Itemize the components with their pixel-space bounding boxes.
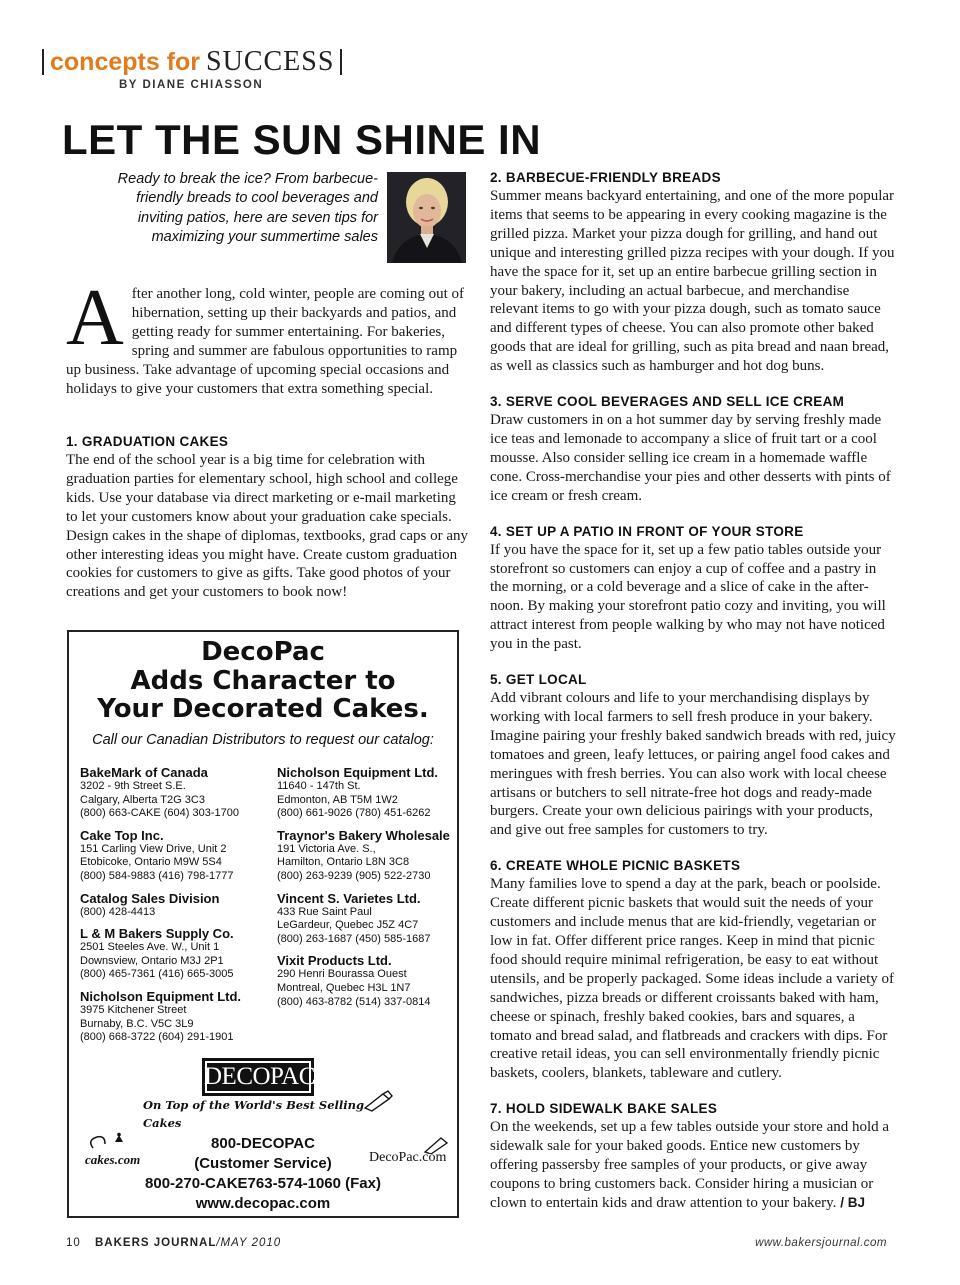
section-heading: 6. CREATE WHOLE PICNIC BASKETS bbox=[490, 858, 741, 874]
contact-website: www.decopac.com bbox=[195, 1195, 331, 1212]
intro-text: fter another long, cold winter, people are coming out of hibernation, setting up their backyards and patios, and getting ready for summer entertaining. For bakeries, spring and summer are fabulous opportunities to ramp up business. Take advantage of upcoming special occasions and holidays to give your customers that extra something special. bbox=[66, 286, 464, 397]
distributor-entry bbox=[80, 989, 270, 1045]
distributor-phone: (800) 465-7361 (416) 665-3005 bbox=[80, 968, 234, 981]
ad-tagline: On Top of the World's Best Selling Cakes bbox=[143, 1098, 365, 1130]
ad-title-line: Adds Character to bbox=[130, 665, 396, 696]
distributor-line: 11640 - 147th St. bbox=[277, 780, 361, 792]
distributor-name: BakeMark of Canada bbox=[80, 765, 208, 780]
distributor-line: 151 Carling View Drive, Unit 2 bbox=[80, 842, 227, 855]
contact-phone: 800-DECOPAC bbox=[211, 1135, 315, 1152]
section-body: The end of the school year is a big time for celebration with graduation parties for elementary school, high school and college kids. Use your database via direct marketing or e-mail marketing to let your customers know about your graduation cake specials. Design cakes in the shape of diplomas, textbooks, grad caps or any other interesting ideas you might have. Create custom graduation cookies for customers to give as gifts. Take good photos of your creations and get your customers to book now! bbox=[66, 452, 468, 601]
article-deck: Ready to break the ice? From barbecue-friendly breads to cool beverages and inviting patios, here are seven tips for maximizing your summertime sales bbox=[117, 171, 378, 245]
distributor-line: Etobicoke, Ontario M9W 5S4 bbox=[80, 856, 222, 869]
distributor-entry bbox=[80, 765, 270, 821]
distributor-phone: (800) 661-9026 (780) 451-6262 bbox=[277, 807, 431, 820]
section-body: Draw customers in on a hot summer day by serving freshly made ice teas and lemonade to accompany a slice of fruit tart or a cool mousse. Also consider selling ice cream in a homemade waffle cone. Cross-merchandise your pies and other desserts with pints of ice cream or fresh cream. bbox=[490, 412, 891, 504]
distributor-line: 2501 Steeles Ave. W., Unit 1 bbox=[80, 941, 220, 954]
ad-title-line: Your Decorated Cakes. bbox=[97, 694, 429, 724]
ad-callout: Call our Canadian Distributors to request our catalog: bbox=[92, 732, 434, 748]
distributor-line: 191 Victoria Ave. S., bbox=[277, 842, 376, 855]
page-footer bbox=[66, 1237, 281, 1249]
distributor-entry bbox=[277, 891, 462, 947]
distributor-entry bbox=[80, 828, 270, 884]
section-get-local bbox=[490, 672, 896, 840]
byline: BY DIANE CHIASSON bbox=[119, 79, 264, 91]
distributor-phone: (800) 668-3722 (604) 291-1901 bbox=[80, 1031, 234, 1044]
distributor-line: 290 Henri Bourassa Ouest bbox=[277, 968, 407, 981]
distributor-line: Calgary, Alberta T2G 3C3 bbox=[80, 793, 205, 806]
piping-bag-icon bbox=[363, 1090, 393, 1112]
distributor-entry bbox=[80, 926, 270, 982]
distributor-line: Burnaby, B.C. V5C 3L9 bbox=[80, 1017, 194, 1030]
section-body bbox=[490, 1118, 896, 1213]
drop-cap: A bbox=[66, 274, 124, 362]
section-body-text: On the weekends, set up a few tables outside your store and hold a sidewalk sale for your baked goods. Entice new customers by offering passersby free samples of your products, or give away coupons to bring customers back. Consider hiring a musician or clown to entertain kids and draw attention to your bakery. bbox=[490, 1119, 890, 1211]
decopac-advertisement bbox=[67, 630, 459, 1218]
distributor-line: Montreal, Quebec H3L 1N7 bbox=[277, 981, 411, 994]
decopac-logo: DECOPAC bbox=[202, 1058, 314, 1096]
issue-date: /MAY 2010 bbox=[216, 1237, 282, 1249]
distributor-line: LeGardeur, Quebec J5Z 4C7 bbox=[277, 919, 419, 932]
author-portrait-image bbox=[387, 172, 466, 263]
section-cool-beverages bbox=[490, 394, 896, 506]
distributor-line: 3202 - 9th Street S.E. bbox=[80, 780, 186, 792]
section-body: Many families love to spend a day at the park, beach or poolside. Create different picnic baskets that would suit the needs of your customers and include menus that are kid-friendly, vegetarian or low in fat. Offer different price ranges. Keep in mind that picnic food should require minimal refrigeration, be easy to eat without utensils, and be properly packaged. Some ideas include a variety of sandwiches, pizza breads or different croissants baked with ham, cheese or spinach, freshly baked cookies, bars and squares, a tomato and bread salad, and flatbreads and crackers with dips. For creative retail ideas, you can sell environmentally friendly picnic baskets, coolers, blankets, tableware and cutlery. bbox=[490, 876, 895, 1082]
distributor-line: 433 Rue Saint Paul bbox=[277, 905, 372, 918]
cakes-com-text: cakes.com bbox=[85, 1152, 141, 1167]
intro-paragraph bbox=[66, 274, 470, 398]
contact-fax: 800-270-CAKE763-574-1060 (Fax) bbox=[145, 1175, 381, 1192]
distributor-line: Downsview, Ontario M3J 2P1 bbox=[80, 954, 224, 967]
distributor-phone: (800) 428-4413 bbox=[80, 905, 156, 918]
distributor-line: Hamilton, Ontario L8N 3C8 bbox=[277, 856, 410, 869]
decopac-com-text: DecoPac.com bbox=[369, 1150, 447, 1165]
section-body: If you have the space for it, set up a few patio tables outside your storefront so customers can enjoy a cup of coffee and a pastry in the morning, or a cold beverage and a slice of cake in the after-noon. By making your storefront patio cozy and inviting, you will attract interest from people walking by who may not have noticed you in the past. bbox=[490, 541, 886, 653]
distributor-name: Vincent S. Varietes Ltd. bbox=[277, 890, 421, 906]
distributor-name: Cake Top Inc. bbox=[80, 827, 164, 843]
distributor-phone: (800) 584-9883 (416) 798-1777 bbox=[80, 869, 234, 882]
page-number: 10 bbox=[66, 1237, 81, 1249]
article-headline: LET THE SUN SHINE IN bbox=[62, 116, 542, 163]
section-heading: 3. SERVE COOL BEVERAGES AND SELL ICE CREAM bbox=[490, 394, 845, 410]
section-heading: 7. HOLD SIDEWALK BAKE SALES bbox=[490, 1101, 718, 1117]
distributor-line: 3975 Kitchener Street bbox=[80, 1003, 187, 1016]
ad-title bbox=[69, 638, 457, 724]
distributor-name: Nicholson Equipment Ltd. bbox=[277, 765, 439, 780]
kicker-word: SUCCESS bbox=[206, 46, 335, 77]
ad-tagline-row bbox=[143, 1096, 393, 1130]
distributor-name: Nicholson Equipment Ltd. bbox=[80, 988, 242, 1004]
section-bake-sales bbox=[490, 1101, 896, 1213]
footer-url: www.bakersjournal.com bbox=[755, 1237, 887, 1249]
section-body: Add vibrant colours and life to your merchandising displays by working with local farmers to sell fresh produce in your bakery. Imagine pairing your freshly baked sandwich breads with red, juicy tomatoes and green, leafy lettuces, or pairing angel food cakes and meringues with fresh berries. You can also work with local cheese artisans or butchers to sell nitrate-free hot dogs and ready-made burgers. Create your own delicious pairings with your products, and give out free samples for customers to try. bbox=[490, 690, 896, 839]
section-graduation-cakes bbox=[66, 434, 470, 602]
distributor-entry bbox=[277, 953, 462, 1009]
section-heading: 1. GRADUATION CAKES bbox=[66, 434, 229, 449]
distributor-entry bbox=[277, 828, 462, 884]
distributor-line: Edmonton, AB T5M 1W2 bbox=[277, 793, 398, 806]
distributor-phone: (800) 263-1687 (450) 585-1687 bbox=[277, 932, 431, 945]
kicker-bar-left bbox=[42, 49, 44, 75]
distributor-name: Traynor's Bakery Wholesale bbox=[277, 827, 450, 843]
kicker-prefix: concepts for bbox=[50, 47, 201, 76]
section-patio bbox=[490, 524, 896, 654]
distributor-column-right bbox=[277, 765, 462, 1016]
contact-label: (Customer Service) bbox=[194, 1155, 332, 1172]
kicker-bar-right bbox=[340, 49, 342, 75]
section-kicker bbox=[42, 46, 342, 78]
distributor-entry bbox=[80, 891, 270, 920]
section-heading: 5. GET LOCAL bbox=[490, 672, 587, 688]
magazine-name: BAKERS JOURNAL bbox=[95, 1237, 217, 1249]
section-body: Summer means backyard entertaining, and one of the more popular items that seems to be appearing in every cooking magazine is the grilled pizza. Market your pizza dough for grilling, and hand out unique and interesting grilled pizza recipes with your dough. If you have the space for it, set up an entire barbecue grilling section in your bakery, including an actual barbecue, and merchandise relevant items to go with your pizza dough, such as tomato sauce and different types of cheese. You can also promote other baked goods that are ideal for grilling, such as pita bread and naan bread, as well as classics such as hamburger and hot dog buns. bbox=[490, 188, 895, 375]
distributor-name: Catalog Sales Division bbox=[80, 890, 220, 906]
distributor-entry bbox=[277, 765, 462, 821]
section-heading: 4. SET UP A PATIO IN FRONT OF YOUR STORE bbox=[490, 523, 804, 539]
distributor-phone: (800) 263-9239 (905) 522-2730 bbox=[277, 869, 431, 882]
section-heading: 2. BARBECUE-FRIENDLY BREADS bbox=[490, 170, 721, 185]
author-photo bbox=[387, 172, 466, 263]
section-picnic-baskets bbox=[490, 858, 896, 1083]
distributor-name: L & M Bakers Supply Co. bbox=[80, 926, 234, 942]
distributor-column-left bbox=[80, 765, 270, 1052]
right-column bbox=[490, 170, 896, 1231]
ad-title-line: DecoPac bbox=[201, 637, 325, 667]
distributor-name: Vixit Products Ltd. bbox=[277, 953, 392, 969]
section-barbecue-breads bbox=[490, 170, 896, 376]
ad-contact bbox=[69, 1134, 457, 1214]
signoff: / BJ bbox=[840, 1194, 865, 1210]
distributor-phone: (800) 663-CAKE (604) 303-1700 bbox=[80, 807, 239, 820]
distributor-phone: (800) 463-8782 (514) 337-0814 bbox=[277, 995, 431, 1008]
